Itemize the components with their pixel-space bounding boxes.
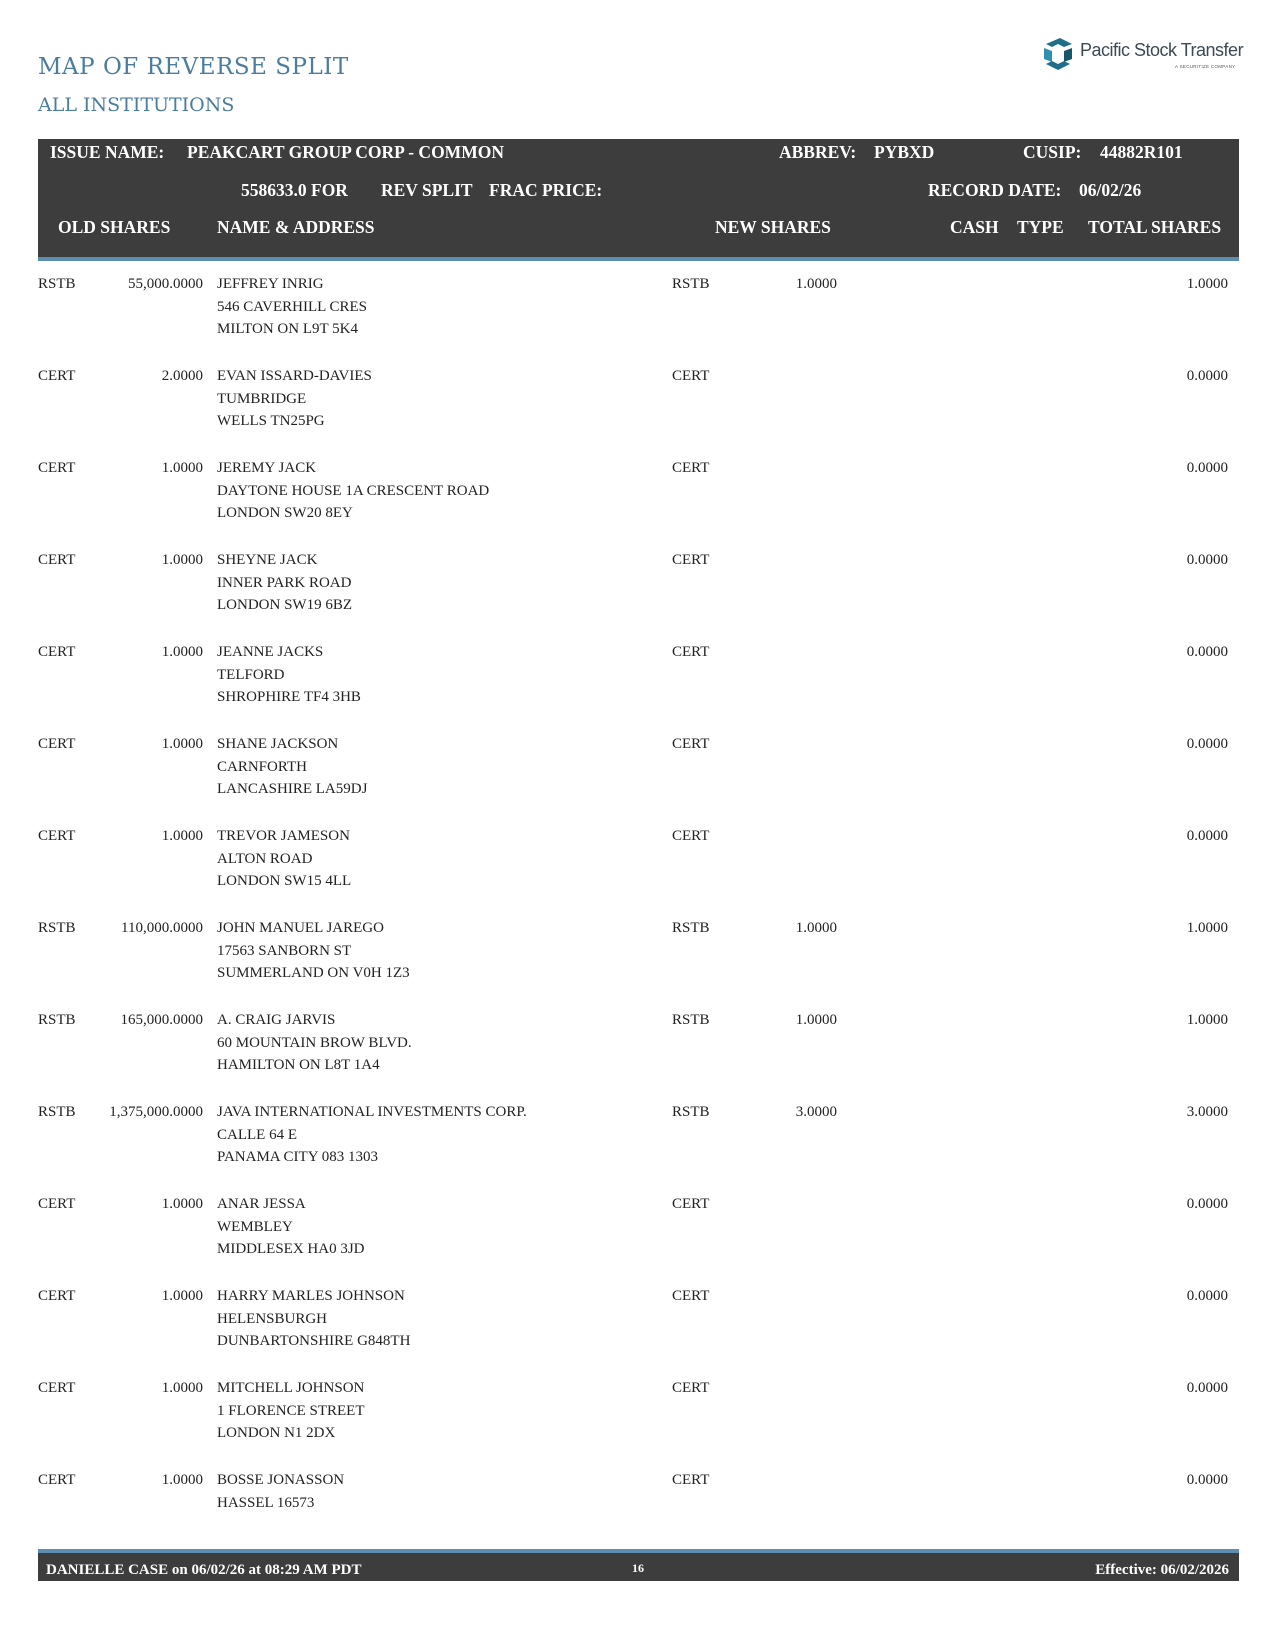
record-date-value: 06/02/26 (1079, 180, 1142, 200)
abbrev-label: ABBREV: (779, 142, 857, 162)
old-shares: 55,000.0000 (128, 276, 203, 292)
holder-name: EVAN ISSARD-DAVIES (217, 368, 372, 384)
table-row (0, 1193, 1275, 1285)
address-line: HASSEL 16573 (217, 1494, 315, 1511)
total-shares: 0.0000 (1186, 460, 1228, 476)
frac-price-label: FRAC PRICE: (489, 180, 603, 200)
old-shares: 1,375,000.0000 (109, 1104, 203, 1120)
holder-name: JEANNE JACKS (217, 644, 324, 660)
address-line: 1 FLORENCE STREET (217, 1402, 365, 1419)
name-address (217, 917, 410, 985)
rev-split-label: REV SPLIT (381, 180, 473, 200)
table-row (0, 1469, 1275, 1561)
total-shares: 0.0000 (1186, 1196, 1228, 1212)
new-cert-type: RSTB (672, 276, 710, 292)
table-row (0, 641, 1275, 733)
address-line: LONDON SW20 8EY (217, 505, 353, 521)
col-type: TYPE (1017, 217, 1064, 237)
total-shares: 0.0000 (1186, 552, 1228, 568)
old-shares: 1.0000 (161, 644, 203, 660)
table-row (0, 273, 1275, 365)
issue-name-value: PEAKCART GROUP CORP - COMMON (187, 142, 504, 162)
cert-type: CERT (38, 552, 76, 568)
new-cert-type: CERT (672, 1288, 710, 1304)
address-line: 546 CAVERHILL CRES (217, 298, 368, 315)
split-ratio: 558633.0 FOR (241, 180, 348, 200)
name-address (217, 641, 361, 709)
total-shares: 1.0000 (1186, 920, 1228, 936)
logo-tagline: A SECURITIZE COMPANY (1175, 64, 1236, 69)
name-address (217, 733, 367, 801)
company-logo (1038, 34, 1243, 74)
table-row (0, 1009, 1275, 1101)
holder-name: SHANE JACKSON (217, 736, 339, 752)
address-line: INNER PARK ROAD (217, 574, 352, 591)
table-row (0, 1285, 1275, 1377)
abbrev-value: PYBXD (874, 142, 935, 162)
address-line: 60 MOUNTAIN BROW BLVD. (217, 1034, 412, 1051)
report-subtitle: ALL INSTITUTIONS (38, 94, 235, 116)
address-line: LONDON SW19 6BZ (217, 597, 352, 613)
address-line: HAMILTON ON L8T 1A4 (217, 1057, 380, 1073)
total-shares: 3.0000 (1186, 1104, 1228, 1120)
holder-name: SHEYNE JACK (217, 552, 318, 568)
total-shares: 0.0000 (1186, 368, 1228, 384)
footer-printed-by: DANIELLE CASE on 06/02/26 at 08:29 AM PDT (46, 1562, 362, 1578)
total-shares: 0.0000 (1186, 1380, 1228, 1396)
table-row (0, 457, 1275, 549)
cert-type: CERT (38, 1380, 76, 1396)
total-shares: 1.0000 (1186, 1012, 1228, 1028)
report-header (38, 139, 1239, 261)
old-shares: 1.0000 (161, 552, 203, 568)
footer-effective-date: Effective: 06/02/2026 (1095, 1562, 1229, 1578)
new-shares: 1.0000 (795, 1012, 837, 1028)
new-cert-type: CERT (672, 1380, 710, 1396)
cert-type: RSTB (38, 1104, 76, 1120)
table-row (0, 1101, 1275, 1193)
address-line: LANCASHIRE LA59DJ (217, 781, 368, 797)
holder-name: ANAR JESSA (217, 1196, 306, 1212)
address-line: TUMBRIDGE (217, 390, 307, 407)
new-cert-type: CERT (672, 1472, 710, 1488)
table-row (0, 917, 1275, 1009)
total-shares: 0.0000 (1186, 828, 1228, 844)
holder-name: JAVA INTERNATIONAL INVESTMENTS CORP. (217, 1104, 527, 1120)
address-line: TELFORD (217, 666, 285, 683)
total-shares: 1.0000 (1186, 276, 1228, 292)
name-address (217, 365, 372, 433)
holder-name: JEFFREY INRIG (217, 276, 324, 292)
col-cash: CASH (950, 217, 999, 237)
record-date-label: RECORD DATE: (928, 180, 1062, 200)
name-address (217, 1377, 365, 1445)
address-line: HELENSBURGH (217, 1310, 328, 1327)
address-line: 17563 SANBORN ST (217, 942, 352, 959)
new-cert-type: CERT (672, 644, 710, 660)
old-shares: 1.0000 (161, 1472, 203, 1488)
cert-type: RSTB (38, 276, 76, 292)
address-line: WEMBLEY (217, 1218, 293, 1235)
name-address (217, 1009, 412, 1077)
new-cert-type: CERT (672, 368, 710, 384)
address-line: MIDDLESEX HA0 3JD (217, 1241, 365, 1257)
name-address (217, 457, 489, 525)
col-old-shares: OLD SHARES (58, 217, 171, 237)
address-line: CARNFORTH (217, 758, 307, 775)
new-shares: 1.0000 (795, 920, 837, 936)
address-line: SUMMERLAND ON V0H 1Z3 (217, 965, 410, 981)
holder-name: A. CRAIG JARVIS (217, 1012, 336, 1028)
name-address (217, 273, 367, 341)
new-cert-type: RSTB (672, 920, 710, 936)
report-footer (38, 1549, 1239, 1581)
col-new-shares: NEW SHARES (715, 217, 831, 237)
holder-name: MITCHELL JOHNSON (217, 1380, 365, 1396)
new-shares: 3.0000 (795, 1104, 837, 1120)
holder-name: BOSSE JONASSON (217, 1472, 345, 1488)
address-line: DAYTONE HOUSE 1A CRESCENT ROAD (217, 482, 490, 499)
total-shares: 0.0000 (1186, 644, 1228, 660)
table-row (0, 365, 1275, 457)
holder-name: TREVOR JAMESON (217, 828, 350, 844)
address-line: WELLS TN25PG (217, 413, 325, 429)
new-cert-type: RSTB (672, 1104, 710, 1120)
address-line: CALLE 64 E (217, 1126, 297, 1143)
table-row (0, 1377, 1275, 1469)
name-address (217, 1193, 365, 1261)
cert-type: CERT (38, 460, 76, 476)
old-shares: 165,000.0000 (120, 1012, 203, 1028)
table-row (0, 733, 1275, 825)
old-shares: 110,000.0000 (121, 920, 203, 936)
holder-name: HARRY MARLES JOHNSON (217, 1288, 405, 1304)
address-line: LONDON N1 2DX (217, 1425, 336, 1441)
cert-type: CERT (38, 1472, 76, 1488)
cert-type: CERT (38, 644, 76, 660)
col-name-address: NAME & ADDRESS (217, 217, 375, 237)
new-shares: 1.0000 (795, 276, 837, 292)
name-address (217, 549, 352, 617)
table-row (0, 825, 1275, 917)
total-shares: 0.0000 (1186, 1472, 1228, 1488)
name-address (217, 1469, 344, 1514)
page-number: 16 (632, 1561, 644, 1575)
cusip-label: CUSIP: (1023, 142, 1082, 162)
holder-name: JOHN MANUEL JAREGO (217, 920, 384, 936)
address-line: PANAMA CITY 083 1303 (217, 1149, 378, 1165)
old-shares: 2.0000 (161, 368, 203, 384)
cert-type: RSTB (38, 1012, 76, 1028)
address-line: LONDON SW15 4LL (217, 873, 352, 889)
holder-name: JEREMY JACK (217, 460, 317, 476)
total-shares: 0.0000 (1186, 736, 1228, 752)
logo-brand-text: Pacific Stock Transfer (1080, 40, 1244, 60)
old-shares: 1.0000 (161, 1288, 203, 1304)
address-line: ALTON ROAD (217, 850, 313, 867)
cert-type: CERT (38, 1196, 76, 1212)
address-line: DUNBARTONSHIRE G848TH (217, 1333, 411, 1349)
total-shares: 0.0000 (1186, 1288, 1228, 1304)
name-address (217, 1101, 527, 1169)
new-cert-type: CERT (672, 828, 710, 844)
col-total-shares: TOTAL SHARES (1088, 217, 1222, 237)
report-title: MAP OF REVERSE SPLIT (38, 54, 349, 80)
new-cert-type: CERT (672, 736, 710, 752)
old-shares: 1.0000 (161, 736, 203, 752)
pst-logo-icon (1038, 34, 1078, 74)
new-cert-type: CERT (672, 1196, 710, 1212)
cusip-value: 44882R101 (1100, 142, 1183, 162)
old-shares: 1.0000 (161, 1196, 203, 1212)
new-cert-type: CERT (672, 552, 710, 568)
cert-type: CERT (38, 828, 76, 844)
table-row (0, 549, 1275, 641)
old-shares: 1.0000 (161, 828, 203, 844)
cert-type: CERT (38, 1288, 76, 1304)
cert-type: CERT (38, 736, 76, 752)
old-shares: 1.0000 (161, 1380, 203, 1396)
issue-name-label: ISSUE NAME: (50, 142, 165, 162)
address-line: MILTON ON L9T 5K4 (217, 321, 358, 337)
cert-type: CERT (38, 368, 76, 384)
old-shares: 1.0000 (161, 460, 203, 476)
new-cert-type: CERT (672, 460, 710, 476)
address-line: SHROPHIRE TF4 3HB (217, 689, 361, 705)
shareholder-list (0, 273, 1275, 1561)
new-cert-type: RSTB (672, 1012, 710, 1028)
name-address (217, 1285, 410, 1353)
name-address (217, 825, 351, 893)
cert-type: RSTB (38, 920, 76, 936)
